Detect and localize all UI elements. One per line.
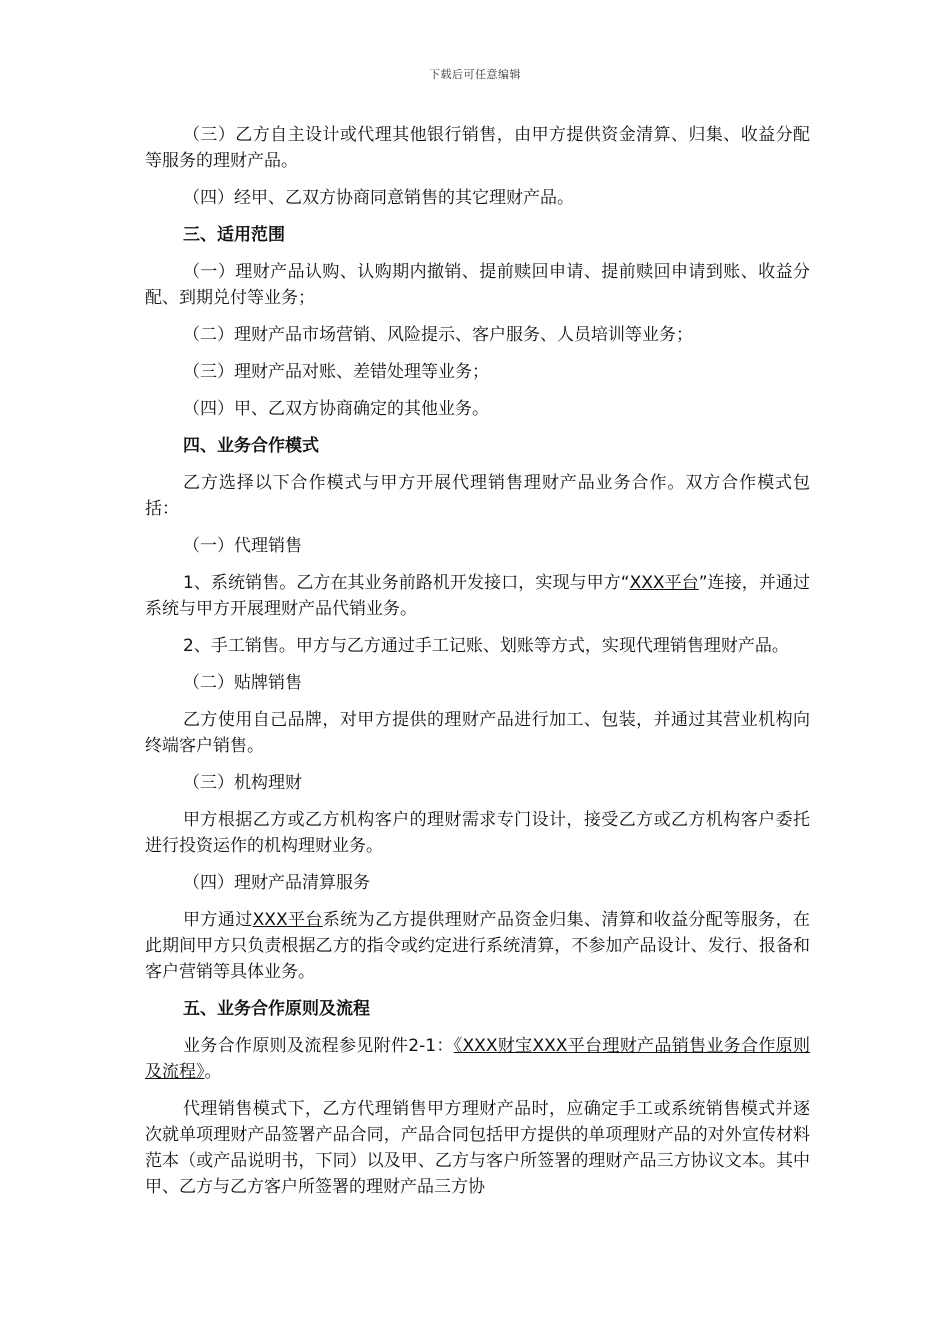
annex-reference: 《XXX财宝XXX平台理财产品销售业务合作原则及流程》 — [145, 1036, 810, 1082]
paragraph: 代理销售模式下，乙方代理销售甲方理财产品时，应确定手工或系统销售模式并逐次就单项理财产品签署产品合同，产品合同包括甲方提供的单项理财产品的对外宣传材料范本（或产品说明书，下同）以及甲、乙方与客户所签署的理财产品三方协议文本。其中甲、乙方与乙方客户所签署的理财产品三方协 — [145, 1099, 810, 1197]
paragraph: 甲方根据乙方或乙方机构客户的理财需求专门设计，接受乙方或乙方机构客户委托进行投资运作的机构理财业务。 — [145, 810, 810, 856]
paragraph: （三）乙方自主设计或代理其他银行销售，由甲方提供资金清算、归集、收益分配等服务的理财产品。 — [145, 125, 810, 171]
paragraph: 2、手工销售。甲方与乙方通过手工记账、划账等方式，实现代理销售理财产品。 — [183, 636, 789, 656]
section-heading: 五、业务合作原则及流程 — [183, 999, 370, 1019]
text-run: 1、系统销售。乙方在其业务前路机开发接口，实现与甲方“ — [183, 573, 630, 593]
subheading: （三）机构理财 — [183, 773, 302, 793]
page-header: 下载后可任意编辑 — [429, 68, 521, 81]
underlined-term: XXX平台 — [252, 910, 323, 930]
document-body — [145, 122, 810, 1211]
paragraph: （一）理财产品认购、认购期内撤销、提前赎回申请、提前赎回申请到账、收益分配、到期兑付等业务； — [145, 262, 810, 308]
subheading: （二）贴牌销售 — [183, 673, 302, 693]
paragraph: （四）甲、乙双方协商确定的其他业务。 — [183, 399, 489, 419]
section-heading: 三、适用范围 — [183, 225, 285, 245]
paragraph — [145, 570, 810, 622]
paragraph: （二）理财产品市场营销、风险提示、客户服务、人员培训等业务； — [183, 325, 693, 345]
text-run: ”连接，并通过系统与甲方开展理财产品代销业务。 — [145, 573, 810, 619]
paragraph — [145, 1033, 810, 1085]
paragraph: （四）经甲、乙双方协商同意销售的其它理财产品。 — [183, 188, 574, 208]
text-run: 系统为乙方提供理财产品资金归集、清算和收益分配等服务，在此期间甲方只负责根据乙方的指令或约定进行系统清算，不参加产品设计、发行、报备和客户营销等具体业务。 — [145, 910, 810, 982]
subheading: （四）理财产品清算服务 — [183, 873, 370, 893]
paragraph: （三）理财产品对账、差错处理等业务； — [183, 362, 489, 382]
paragraph: 乙方选择以下合作模式与甲方开展代理销售理财产品业务合作。双方合作模式包括： — [145, 473, 810, 519]
text-run: 甲方通过 — [183, 910, 253, 930]
text-run: 。 — [204, 1062, 222, 1082]
subheading: （一）代理销售 — [183, 536, 302, 556]
paragraph — [145, 907, 810, 985]
underlined-term: XXX平台 — [629, 573, 699, 593]
paragraph: 乙方使用自己品牌，对甲方提供的理财产品进行加工、包装，并通过其营业机构向终端客户销售。 — [145, 710, 810, 756]
text-run: 业务合作原则及流程参见附件2-1： — [183, 1036, 454, 1056]
section-heading: 四、业务合作模式 — [183, 436, 319, 456]
